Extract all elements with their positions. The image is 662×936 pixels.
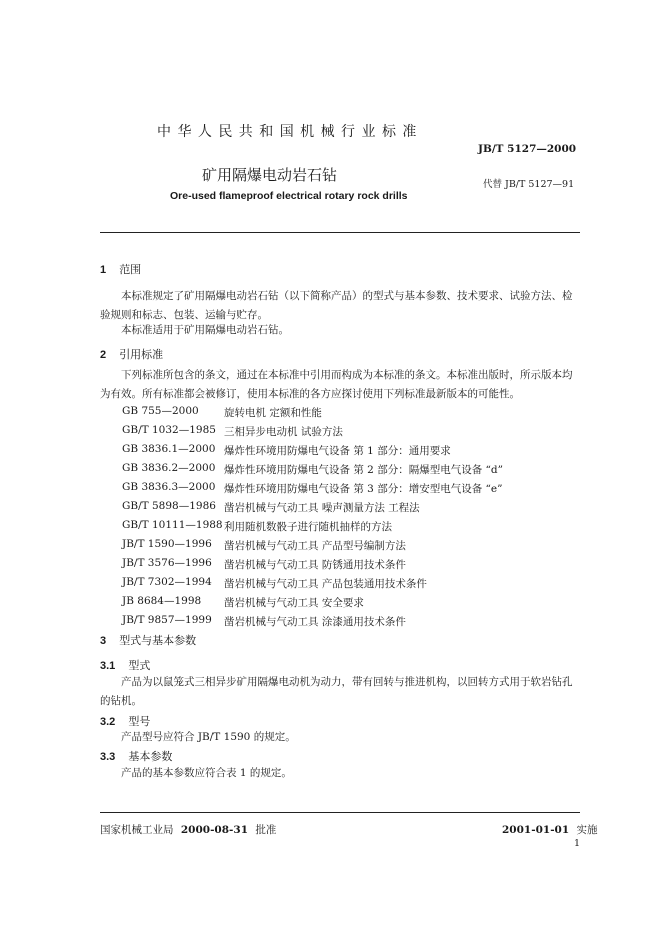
section-title: 引用标准 xyxy=(119,349,164,361)
approval-date: 2000-08-31 xyxy=(180,824,249,836)
reference-title: 凿岩机械与气动工具 产品包装通用技术条件 xyxy=(224,578,427,590)
subsection-number: 3.2 xyxy=(100,716,116,728)
section-number: 3 xyxy=(100,635,107,647)
reference-code: JB/T 7302—1994 xyxy=(122,576,212,588)
reference-title: 爆炸性环境用防爆电气设备 第 2 部分：隔爆型电气设备 “d” xyxy=(224,464,503,476)
implementation-date: 2001-01-01 xyxy=(502,824,570,836)
section-1-heading xyxy=(100,261,141,277)
subsection-title: 基本参数 xyxy=(128,751,173,763)
scope-paragraph-1: 本标准规定了矿用隔爆电动岩石钻（以下简称产品）的型式与基本参数、技术要求、试验方法、检验规则和标志、包装、运输与贮存。 xyxy=(100,290,573,321)
reference-title: 三相异步电动机 试验方法 xyxy=(224,426,343,438)
reference-title: 凿岩机械与气动工具 产品型号编制方法 xyxy=(224,540,406,552)
reference-title: 旋转电机 定额和性能 xyxy=(224,407,322,419)
page-number: 1 xyxy=(574,838,581,849)
section-2-heading xyxy=(100,346,163,362)
subsection-title: 型式 xyxy=(128,660,151,672)
reference-code: JB/T 1590—1996 xyxy=(122,538,212,550)
approval-info xyxy=(100,822,276,837)
reference-title: 凿岩机械与气动工具 噪声测量方法 工程法 xyxy=(224,502,420,514)
reference-title: 利用随机数骰子进行随机抽样的方法 xyxy=(224,521,392,533)
parameters-description: 产品的基本参数应符合表 1 的规定。 xyxy=(121,767,292,779)
issuing-org-title: 中 华 人 民 共 和 国 机 械 行 业 标 准 xyxy=(157,124,418,140)
reference-title: 爆炸性环境用防爆电气设备 第 1 部分：通用要求 xyxy=(224,445,451,457)
reference-code: GB 755—2000 xyxy=(122,405,199,417)
subsection-number: 3.3 xyxy=(100,751,116,763)
document-title-en: Ore-used flameproof electrical rotary rock drills xyxy=(170,190,408,202)
reference-title: 凿岩机械与气动工具 安全要求 xyxy=(224,597,364,609)
implementation-label: 实施 xyxy=(576,824,598,836)
replaces-note: 代替 JB/T 5127—91 xyxy=(483,179,575,190)
reference-title: 凿岩机械与气动工具 防锈通用技术条件 xyxy=(224,559,406,571)
reference-code: JB 8684—1998 xyxy=(122,595,202,607)
section-number: 1 xyxy=(100,264,107,276)
reference-code: GB/T 10111—1988 xyxy=(122,519,223,531)
section-3-heading xyxy=(100,632,196,648)
reference-title: 爆炸性环境用防爆电气设备 第 3 部分：增安型电气设备 “e” xyxy=(224,483,503,495)
reference-code: JB/T 3576—1996 xyxy=(122,557,212,569)
approval-org: 国家机械工业局 xyxy=(100,824,174,836)
subsection-3-3-heading xyxy=(100,748,172,764)
reference-code: GB 3836.3—2000 xyxy=(122,481,216,493)
reference-code: GB 3836.2—2000 xyxy=(122,462,216,474)
subsection-number: 3.1 xyxy=(100,660,116,672)
form-description: 产品为以鼠笼式三相异步矿用隔爆电动机为动力，带有回转与推进机构，以回转方式用于软岩钻孔的钻机。 xyxy=(100,676,573,707)
section-title: 型式与基本参数 xyxy=(119,635,197,647)
header-divider xyxy=(100,232,580,233)
reference-code: GB/T 1032—1985 xyxy=(122,424,216,436)
reference-code: GB/T 5898—1986 xyxy=(122,500,216,512)
approval-label: 批准 xyxy=(255,824,277,836)
section-number: 2 xyxy=(100,349,107,361)
implementation-info xyxy=(502,822,598,837)
reference-title: 凿岩机械与气动工具 涂漆通用技术条件 xyxy=(224,616,406,628)
normative-references-intro: 下列标准所包含的条文，通过在本标准中引用而构成为本标准的条文。本标准出版时，所示版本均为有效。所有标准都会被修订，使用本标准的各方应探讨使用下列标准最新版本的可能性。 xyxy=(100,369,573,400)
model-description: 产品型号应符合 JB/T 1590 的规定。 xyxy=(121,731,296,743)
section-title: 范围 xyxy=(119,264,142,276)
document-title-cn: 矿用隔爆电动岩石钻 xyxy=(202,166,338,184)
footer-divider xyxy=(100,812,580,813)
subsection-title: 型号 xyxy=(128,716,151,728)
standard-number: JB/T 5127—2000 xyxy=(478,143,577,155)
subsection-3-1-heading xyxy=(100,657,150,673)
scope-paragraph-2: 本标准适用于矿用隔爆电动岩石钻。 xyxy=(121,324,289,336)
reference-code: GB 3836.1—2000 xyxy=(122,443,216,455)
reference-code: JB/T 9857—1999 xyxy=(122,614,212,626)
subsection-3-2-heading xyxy=(100,713,150,729)
